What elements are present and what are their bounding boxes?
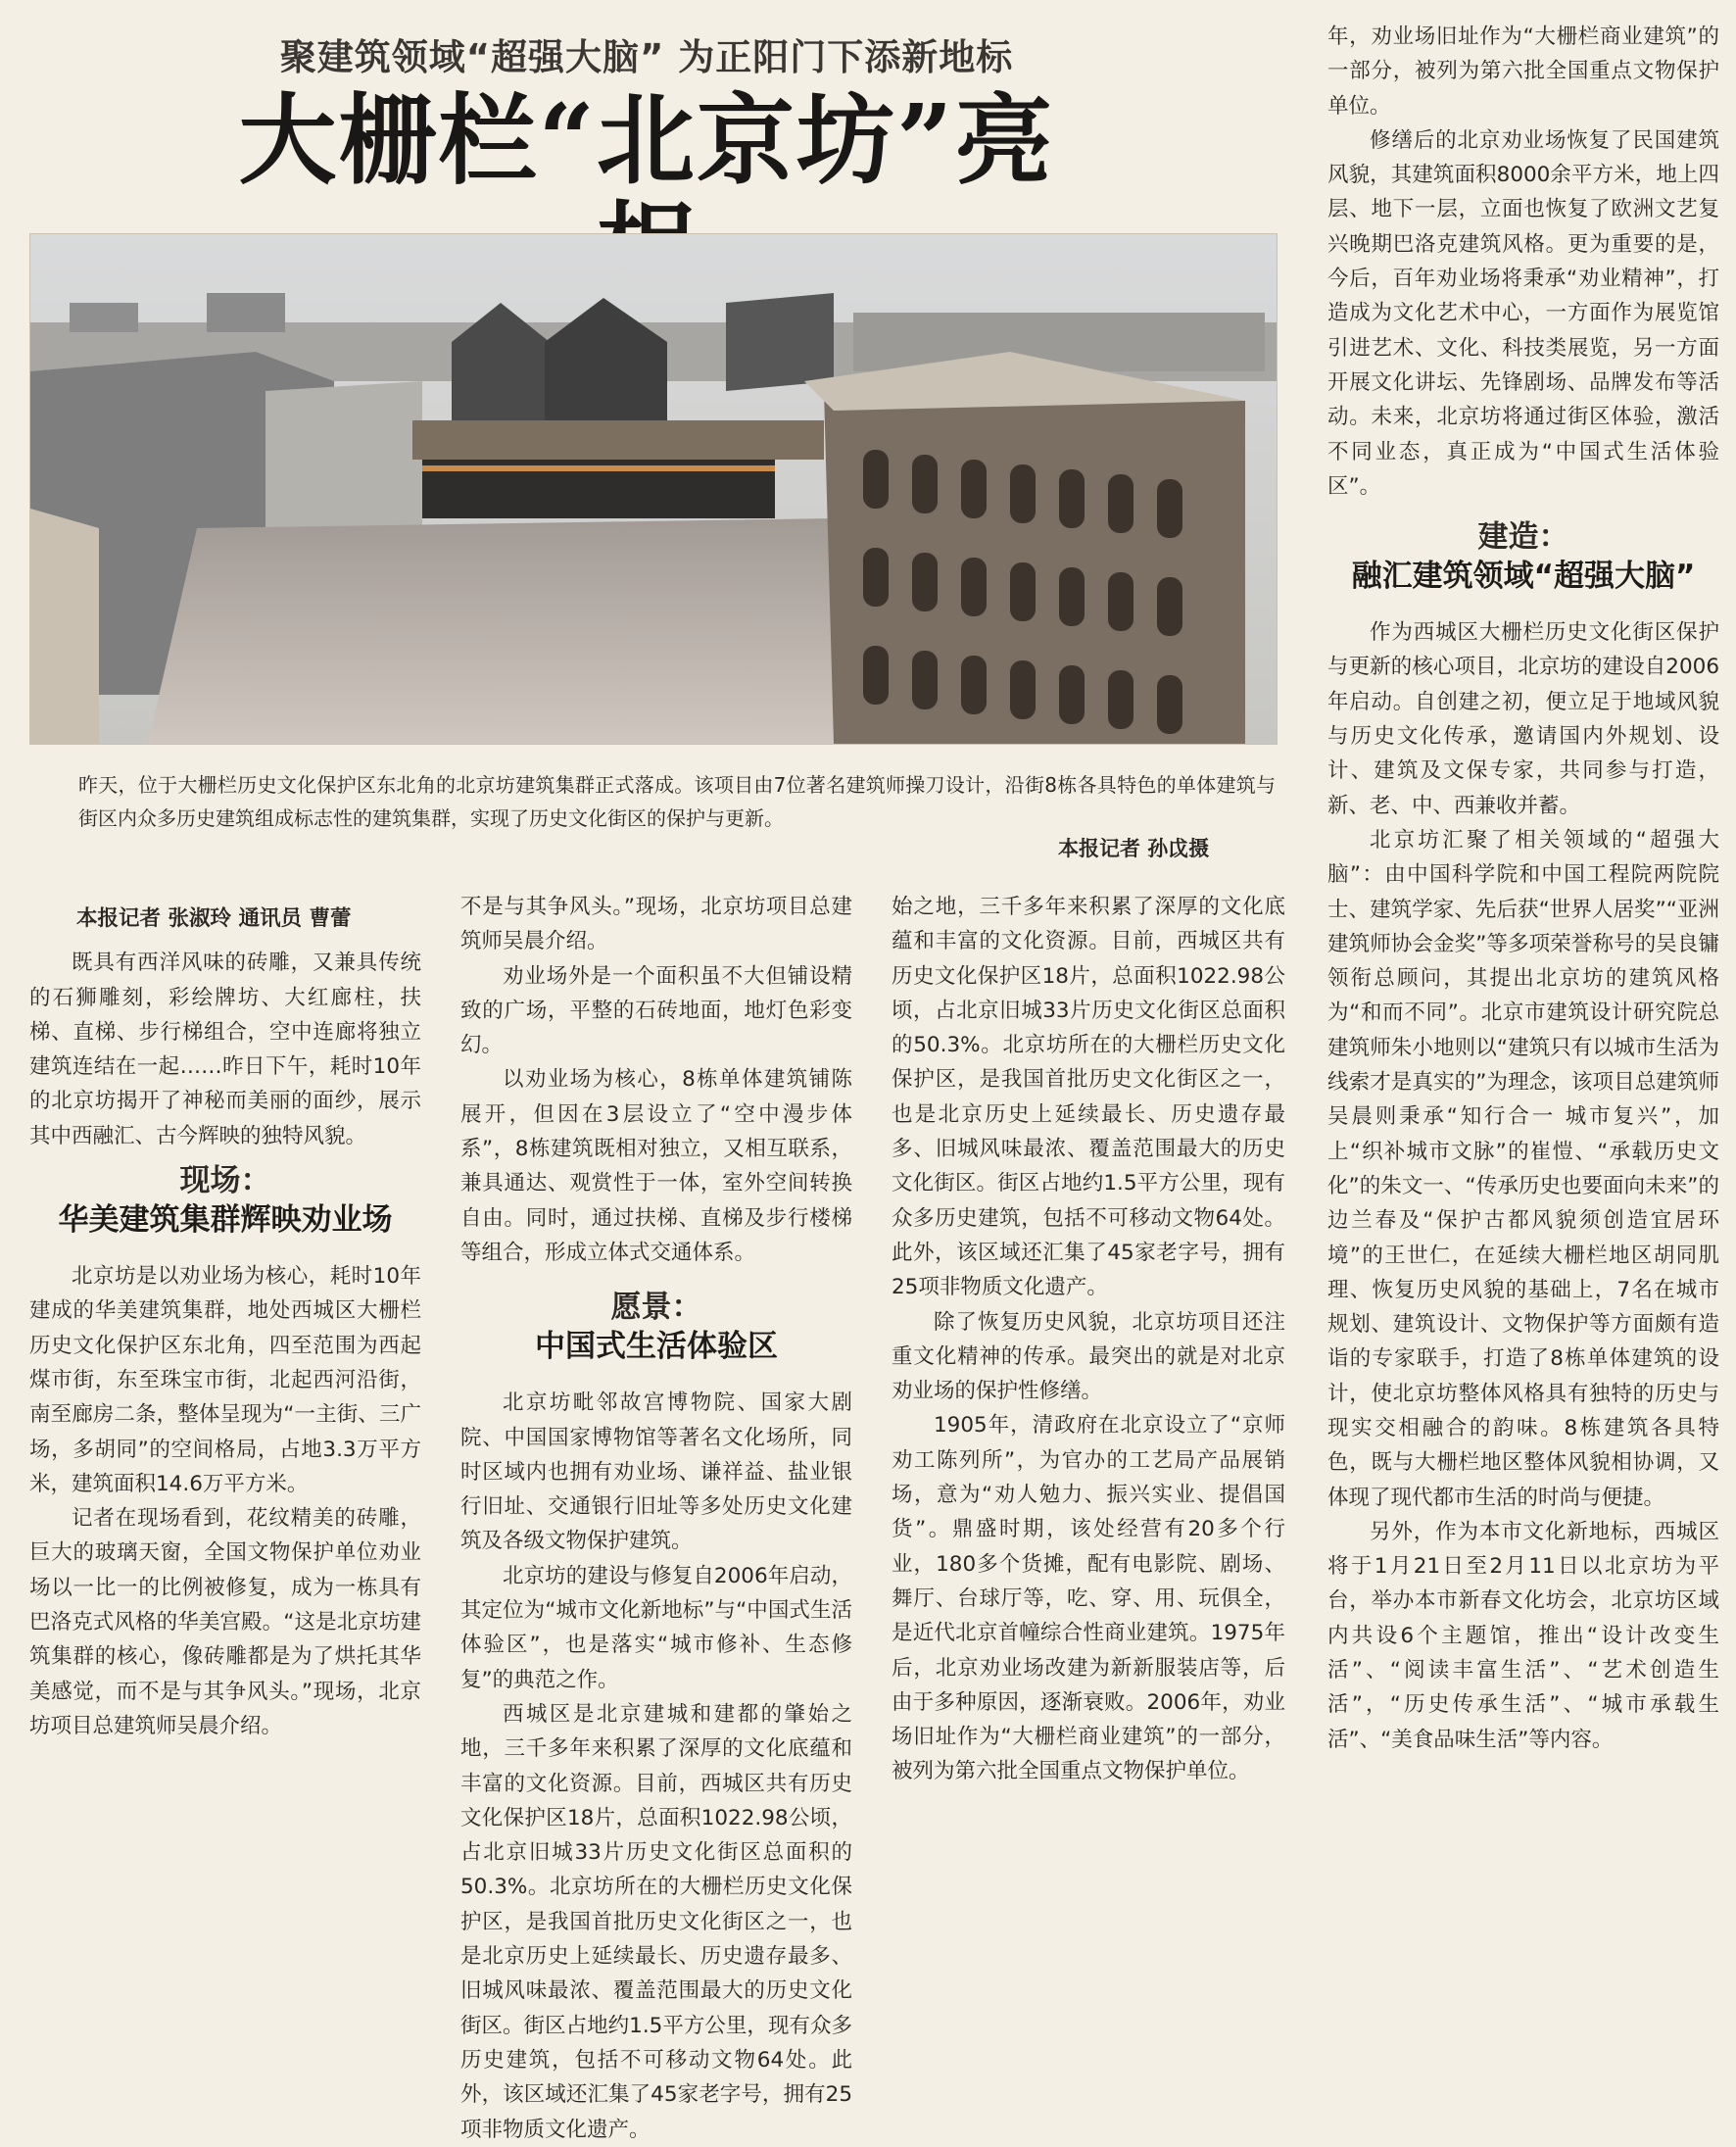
section-label: 愿景：: [610, 1290, 702, 1326]
paragraph: 作为西城区大栅栏历史文化街区保护与更新的核心项目，北京坊的建设自2006年启动。自创建之初，便立足于地域风貌与历史文化传承，邀请国内外规划、设计、建筑及文保专家，共同参与打造，新、老、中、西兼收并蓄。: [1327, 620, 1719, 818]
section-title: 华美建筑集群辉映劝业场: [58, 1202, 393, 1239]
page-subtitle: 聚建筑领域“超强大脑” 为正阳门下添新地标: [279, 36, 1014, 78]
paragraph: 另外，作为本市文化新地标，西城区将于1月21日至2月11日以北京坊为平台，举办本市新春文化坊会，北京坊区域内共设6个主题馆，推出“设计改变生活”、“阅读丰富生活”、“艺术创造生活”，“历史传承生活”、“城市承载生活”、“美食品味生活”等内容。: [1327, 1519, 1719, 1752]
article-byline: 本报记者 张淑玲 通讯员 曹蕾: [76, 906, 352, 931]
paragraph: 北京坊是以劝业场为核心，耗时10年建成的华美建筑集群，地处西城区大栅栏历史文化保护区东北角，四至范围为西起煤市街，东至珠宝市街，北起西河沿街，南至廊房二条，整体呈现为“一主街、三广场，多胡同”的空间格局，占地3.3万平方米，建筑面积14.6万平方米。: [29, 1264, 421, 1496]
section-title: 中国式生活体验区: [535, 1329, 778, 1365]
section-heading-vision: [460, 1288, 852, 1366]
article-column-2: [460, 890, 852, 2142]
paragraph: 除了恢复历史风貌，北京坊项目还注重文化精神的传承。最突出的就是对北京劝业场的保护性修缮。: [892, 1309, 1285, 1404]
paragraph: 以劝业场为核心，8栋单体建筑铺陈展开，但因在3层设立了“空中漫步体系”，8栋建筑既相对独立，又相互联系，兼具通达、观赏性于一体，室外空间转换自由。同时，通过扶梯、直梯及步行楼梯等组合，形成立体式交通体系。: [460, 1067, 852, 1265]
paragraph: 劝业场外是一个面积虽不大但铺设精致的广场，平整的石砖地面，地灯色彩变幻。: [460, 963, 852, 1058]
section-heading-scene: [29, 1161, 421, 1240]
section-label: 现场：: [179, 1163, 271, 1199]
page-headline: 大栅栏“北京坊”亮: [238, 82, 1055, 198]
paragraph: 1905年，清政府在北京设立了“京师劝工陈列所”，为官办的工艺局产品展销场，意为“劝人勉力、振兴实业、提倡国货”。鼎盛时期，该处经营有20多个行业，180多个货摊，配有电影院、剧场、舞厅、台球厅等，吃、穿、用、玩俱全，是近代北京首幢综合性商业建筑。1975年后，北京劝业场改建为新新服装店等，后由于多种原因，逐渐衰败。2006年，劝业场旧址作为“大栅栏商业建筑”的一部分，被列为第六批全国重点文物保护单位。: [892, 1413, 1285, 1784]
paragraph: 北京坊的建设与修复自2006年启动，其定位为“城市文化新地标”与“中国式生活体验区”，也是落实“城市修补、生态修复”的典范之作。: [460, 1563, 852, 1692]
paragraph: 修缮后的北京劝业场恢复了民国建筑风貌，其建筑面积8000余平方米，地上四层、地下一层，立面也恢复了欧洲文艺复兴晚期巴洛克建筑风格。更为重要的是，今后，百年劝业场将秉承“劝业精神”，打造成为文化艺术中心，一方面作为展览馆引进艺术、文化、科技类展览，另一方面开展文化讲坛、先锋剧场、品牌发布等活动。未来，北京坊将通过街区体验，激活不同业态，真正成为“中国式生活体验区”。: [1327, 127, 1719, 499]
article-intro: 既具有西洋风味的砖雕，又兼具传统的石狮雕刻，彩绘牌坊、大红廊柱，扶梯、直梯、步行梯组合，空中连廊将独立建筑连结在一起……昨日下午，耗时10年的北京坊揭开了神秘而美丽的面纱，展示其中西融汇、古今辉映的独特风貌。: [29, 951, 421, 1148]
paragraph: 西城区是北京建城和建都的肇始之地，三千多年来积累了深厚的文化底蕴和丰富的文化资源。目前，西城区共有历史文化保护区18片，总面积1022.98公顷，占北京旧城33片历史文化街区总面积的50.3%。北京坊所在的大栅栏历史文化保护区，是我国首批历史文化街区之一，也是北京历史上延续最长、历史遗存最多、旧城风味最浓、覆盖范围最大的历史文化街区。街区占地约1.5平方公里，现有众多历史建筑，包括不可移动文物64处。此外，该区域还汇集了45家老字号，拥有25项非物质文化遗产。: [460, 1701, 852, 2142]
paragraph: 北京坊毗邻故宫博物院、国家大剧院、中国国家博物馆等著名文化场所，同时区域内也拥有劝业场、谦祥益、盐业银行旧址、交通银行旧址等多处历史文化建筑及各级文物保护建筑。: [460, 1391, 852, 1554]
paragraph: 北京坊汇聚了相关领域的“超强大脑”：由中国科学院和中国工程院两院院士、建筑学家、先后获“世界人居奖”“亚洲建筑师协会金奖”等多项荣誉称号的吴良镛领衔总顾问，其提出北京坊的建筑风格为“和而不同”。北京市建筑设计研究院总建筑师朱小地则以“建筑只有以城市生活为线索才是真实的”为理念，该项目总建筑师吴晨则秉承“知行合一 城市复兴”，加上“织补城市文脉”的崔愷、“承载历史文化”的朱文一、“传承历史也要面向未来”的边兰春及“保护古都风貌须创造宜居环境”的王世仁，在延续大栅栏地区胡同肌理、恢复历史风貌的基础上，7名在城市规划、建筑设计、文物保护等方面颇有造诣的专家联手，打造了8栋单体建筑的设计，使北京坊整体风格具有独特的历史与现实交相融合的韵味。8栋建筑各具特色，既与大栅栏地区整体风貌相协调，又体现了现代都市生活的时尚与便捷。: [1327, 827, 1719, 1510]
article-column-1: [29, 902, 421, 1738]
paragraph-continued: 始之地，三千多年来积累了深厚的文化底蕴和丰富的文化资源。目前，西城区共有历史文化保护区18片，总面积1022.98公顷，占北京旧城33片历史文化街区总面积的50.3%。北京坊所在的大栅栏历史文化保护区，是我国首批历史文化街区之一，也是北京历史上延续最长、历史遗存最多、旧城风味最浓、覆盖范围最大的历史文化街区。街区占地约1.5平方公里，现有众多历史建筑，包括不可移动文物64处。此外，该区域还汇集了45家老字号，拥有25项非物质文化遗产。: [892, 895, 1285, 1300]
paragraph-continued: 不是与其争风头。”现场，北京坊项目总建筑师吴晨介绍。: [460, 895, 852, 954]
photo-credit: 本报记者 孙戉摄: [1058, 837, 1210, 860]
paragraph-continued: 年，劝业场旧址作为“大栅栏商业建筑”的一部分，被列为第六批全国重点文物保护单位。: [1327, 24, 1719, 119]
section-heading-build: [1327, 517, 1719, 596]
article-column-4: [1327, 20, 1719, 1757]
news-photo: [29, 233, 1278, 745]
photo-caption: 昨天，位于大栅栏历史文化保护区东北角的北京坊建筑集群正式落成。该项目由7位著名建筑师操刀设计，沿街8栋各具特色的单体建筑与街区内众多历史建筑组成标志性的建筑集群，实现了历史文化街区的保护与更新。: [78, 773, 1276, 830]
paragraph: 记者在现场看到，花纹精美的砖雕，巨大的玻璃天窗，全国文物保护单位劝业场以一比一的比例被修复，成为一栋具有巴洛克式风格的华美宫殿。“这是北京坊建筑集群的核心，像砖雕都是为了烘托其华美感觉，而不是与其争风头。”现场，北京坊项目总建筑师吴晨介绍。: [29, 1506, 421, 1738]
article-column-3: [892, 890, 1285, 1784]
section-label: 建造：: [1477, 519, 1569, 556]
section-title: 融汇建筑领域“超强大脑”: [1351, 559, 1696, 595]
